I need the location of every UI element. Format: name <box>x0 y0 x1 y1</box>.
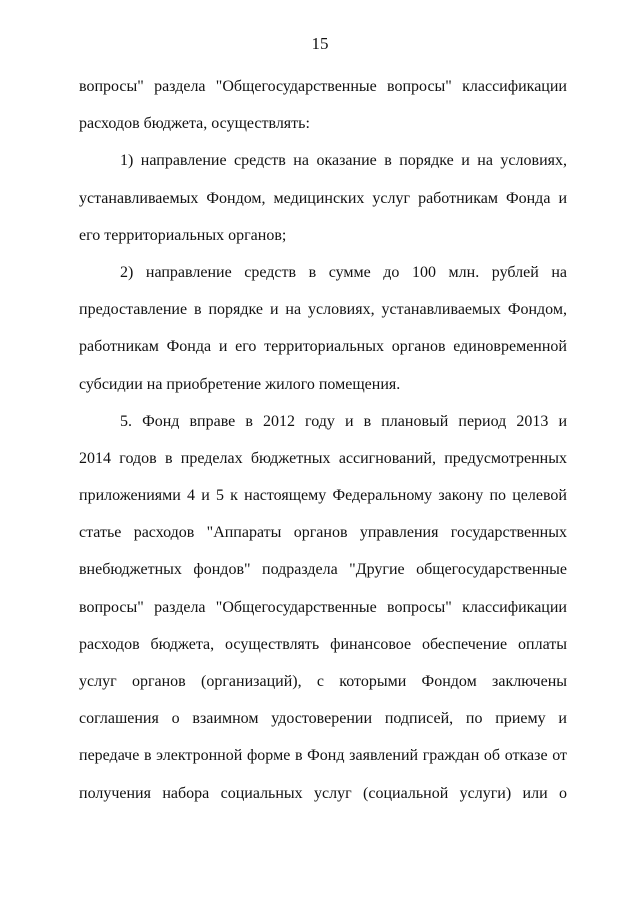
text-line: статье расходов "Аппараты органов управления государственных <box>79 524 567 542</box>
text-line: вопросы" раздела "Общегосударственные вопросы" классификации <box>79 598 567 616</box>
text-line: 5. Фонд вправе в 2012 году и в плановый период 2013 и <box>120 412 567 430</box>
text-line: расходов бюджета, осуществлять: <box>79 115 310 133</box>
text-line: вопросы" раздела "Общегосударственные вопросы" классификации <box>79 78 567 95</box>
body-text <box>79 68 567 812</box>
text-line: 1) направление средств на оказание в порядке и на условиях, <box>120 152 567 170</box>
text-line: 2014 годов в пределах бюджетных ассигнований, предусмотренных <box>79 449 567 467</box>
text-line: предоставление в порядке и на условиях, устанавливаемых Фондом, <box>79 301 567 319</box>
text-line: субсидии на приобретение жилого помещения. <box>79 375 401 393</box>
text-line: внебюджетных фондов" подраздела "Другие общегосударственные <box>79 561 567 579</box>
text-line: услуг органов (организаций), с которыми Фондом заключены <box>79 673 567 690</box>
text-line: приложениями 4 и 5 к настоящему Федеральному закону по целевой <box>79 487 567 505</box>
text-line: устанавливаемых Фондом, медицинских услуг работникам Фонда и <box>79 189 567 207</box>
page-number: 15 <box>311 34 329 53</box>
text-line: работникам Фонда и его территориальных органов единовременной <box>79 338 567 356</box>
text-line: расходов бюджета, осуществлять финансовое обеспечение оплаты <box>79 635 567 653</box>
text-line: его территориальных органов; <box>79 226 287 244</box>
text-line: соглашения о взаимном удостоверении подписей, по приему и <box>79 710 567 728</box>
text-line: получения набора социальных услуг (социальной услуги) или о <box>79 784 567 802</box>
text-line: 2) направление средств в сумме до 100 млн. рублей на <box>120 263 567 281</box>
text-line: передаче в электронной форме в Фонд заявлений граждан об отказе от <box>79 747 567 765</box>
